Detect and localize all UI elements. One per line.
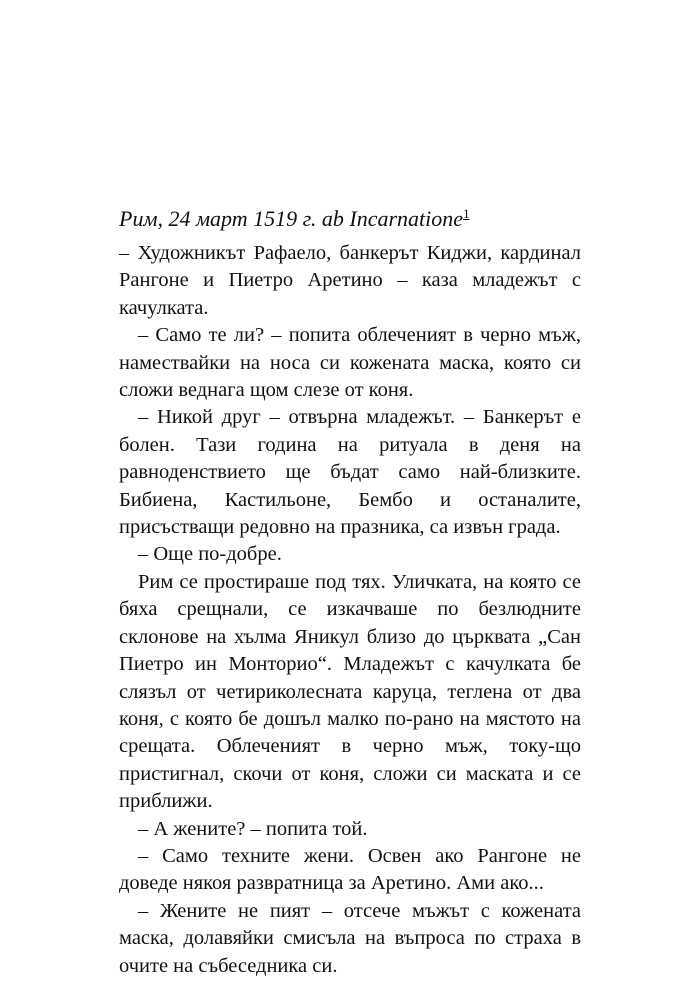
paragraph: Рим се простираше под тях. Уличката, на която се бяха срещнали, се изкачваше по безлюдните склонове на хълма Яникул близо до църквата „Сан Пиетро ин Монторио“. Младежът с качулката бе слязъл от четириколесната каруца, теглена от два коня, с която бе дошъл малко по-рано на мястото на срещата. Облеченият в черно мъж, току-що пристигнал, скочи от коня, сложи си маската и се приближи. <box>119 570 581 813</box>
page-body <box>119 204 581 980</box>
paragraph: – Жените не пият – отсече мъжът с кожената маска, долавяйки смисъла на въпроса по страха в очите на събеседника си. <box>119 899 581 977</box>
paragraph: – Само те ли? – попита облеченият в черно мъж, намествайки на носа си кожената маска, която си сложи веднага щом слезе от коня. <box>119 324 581 402</box>
chapter-heading <box>119 204 581 234</box>
paragraph: – Само техните жени. Освен ако Рангоне не доведе някоя развратница за Аретино. Ами ако... <box>119 844 581 895</box>
paragraph: – А жените? – попита той. <box>138 817 368 840</box>
chapter-heading-text: Рим, 24 март 1519 г. ab Incarnatione <box>119 206 464 231</box>
paragraph: – Никой друг – отвърна младежът. – Банкерът е болен. Тази година на ритуала в деня на равноденствието ще бъдат само най-близките. Бибиена, Кастильоне, Бембо и останалите, присъстващи редовно на празника, са извън града. <box>119 406 581 539</box>
paragraph: – Още по-добре. <box>138 543 282 566</box>
paragraph: – Художникът Рафаело, банкерът Киджи, кардинал Рангоне и Пиетро Аретино – каза младежът с качулката. <box>119 242 581 319</box>
footnote-mark[interactable]: 1 <box>463 206 470 221</box>
